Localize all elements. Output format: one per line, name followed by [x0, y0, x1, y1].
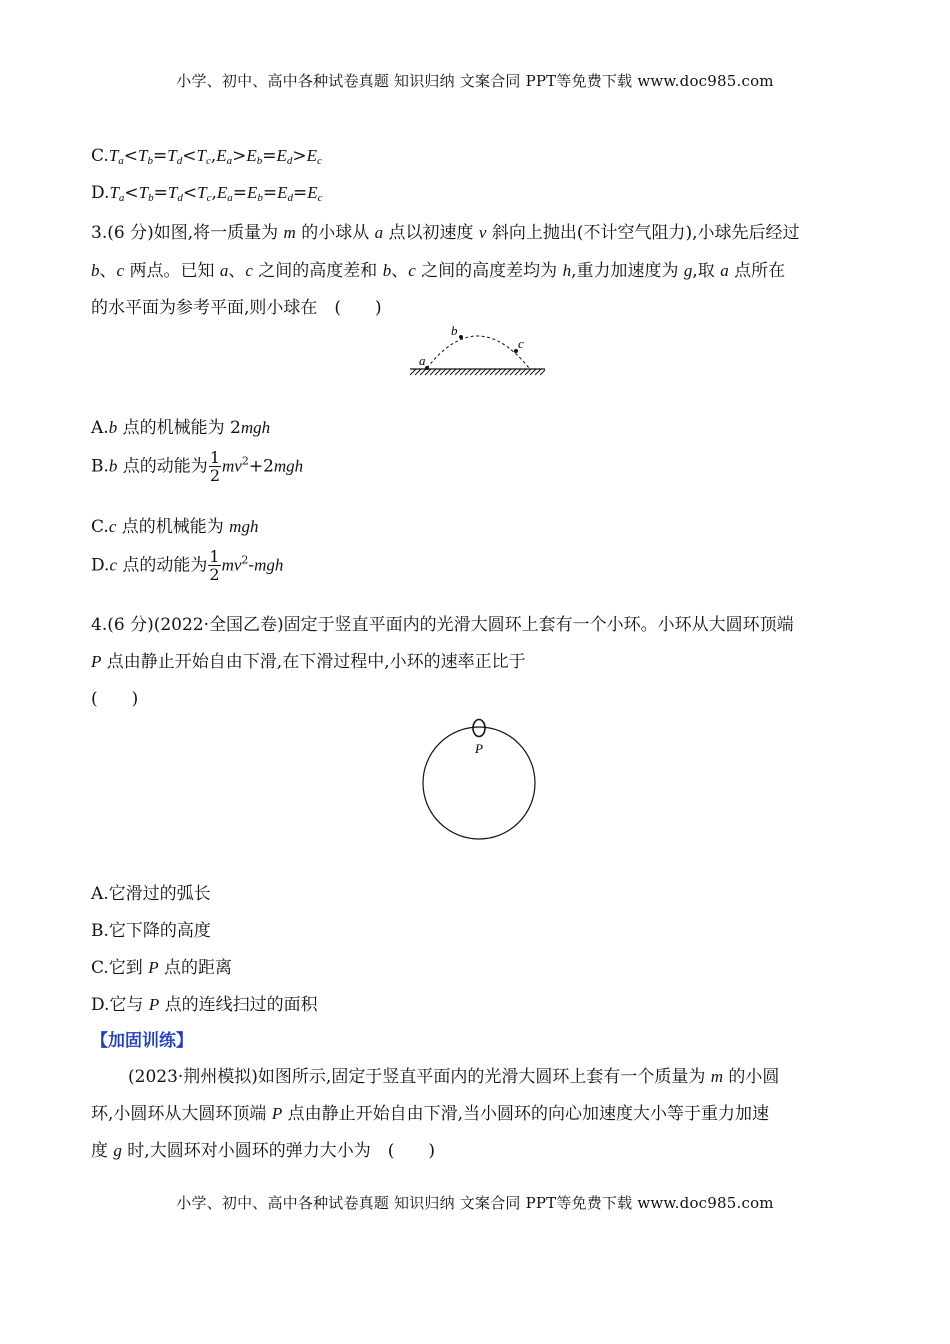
q4-stem-line2: P 点由静止开始自由下滑,在下滑过程中,小环的速率正比于 — [91, 652, 526, 672]
reinforce-line2: 环,小圆环从大圆环顶端 P 点由静止开始自由下滑,当小圆环的向心加速度大小等于重力加速 — [91, 1104, 770, 1124]
fraction-one-half: $\frac{1}{2}$ — [209, 547, 220, 584]
fraction-one-half: $\frac{1}{2}$ — [209, 448, 220, 485]
option-d-prefix: D. — [91, 183, 110, 203]
option-c-prefix: C. — [91, 146, 109, 166]
small-ring — [473, 720, 485, 737]
q4-answer-bracket: ( ) — [91, 689, 139, 709]
q3-stem-line1: 3.(6 分)如图,将一质量为 m 的小球从 a 点以初速度 v 斜向上抛出(不计空气阻力),小球先后经过 — [91, 223, 800, 243]
q4-ring-figure — [418, 716, 542, 844]
q3-trajectory-figure — [405, 322, 550, 380]
q4-stem-line1: 4.(6 分)(2022·全国乙卷)固定于竖直平面内的光滑大圆环上套有一个小环。小环从大圆环顶端 — [91, 615, 794, 635]
reinforce-title: 【加固训练】 — [91, 1031, 193, 1051]
label-c: c — [518, 336, 524, 351]
label-a: a — [419, 353, 426, 368]
label-p: P — [475, 741, 483, 756]
q3-stem-line2: b、c 两点。已知 a、c 之间的高度差和 b、c 之间的高度差均为 h,重力加速度为 g,取 a 点所在 — [91, 261, 786, 281]
q3-stem-line3: 的水平面为参考平面,则小球在 ( ) — [91, 298, 382, 318]
q3-option-b: B.b 点的动能为 $\frac{1}{2}$ $mv^2+2mgh$ — [91, 448, 304, 485]
reinforce-line3: 度 g 时,大圆环对小圆环的弹力大小为 ( ) — [91, 1141, 435, 1161]
q4-option-c: C.它到 P 点的距离 — [91, 958, 233, 978]
page-footer: 小学、初中、高中各种试卷真题 知识归纳 文案合同 PPT等免费下载 www.doc985.com — [176, 1194, 774, 1212]
q4-option-d: D.它与 P 点的连线扫过的面积 — [91, 995, 318, 1015]
q4-option-b: B.它下降的高度 — [91, 921, 211, 941]
trajectory-curve — [427, 336, 529, 368]
label-b: b — [451, 323, 458, 338]
q2-option-d: $D.T_a<T_b=T_d<T_c,E_a=E_b=E_d=E_c$ — [91, 183, 323, 204]
q2-option-c: $C.T_a<T_b=T_d<T_c,E_a>E_b=E_d>E_c$ — [91, 146, 322, 167]
reinforce-line1: (2023·荆州模拟)如图所示,固定于竖直平面内的光滑大圆环上套有一个质量为 m 的小圆 — [128, 1067, 780, 1087]
point-a — [425, 366, 429, 370]
q4-option-a: A.它滑过的弧长 — [91, 884, 211, 904]
q3-option-c: C.c 点的机械能为 mgh — [91, 517, 259, 537]
point-b — [459, 335, 463, 339]
ground-hatching — [410, 369, 545, 375]
q3-option-d: D.c 点的动能为 $\frac{1}{2}$ $mv^2$-mgh — [91, 547, 284, 584]
page-header: 小学、初中、高中各种试卷真题 知识归纳 文案合同 PPT等免费下载 www.doc985.com — [176, 72, 774, 90]
q3-option-a: A.b 点的机械能为 2mgh — [91, 418, 271, 438]
